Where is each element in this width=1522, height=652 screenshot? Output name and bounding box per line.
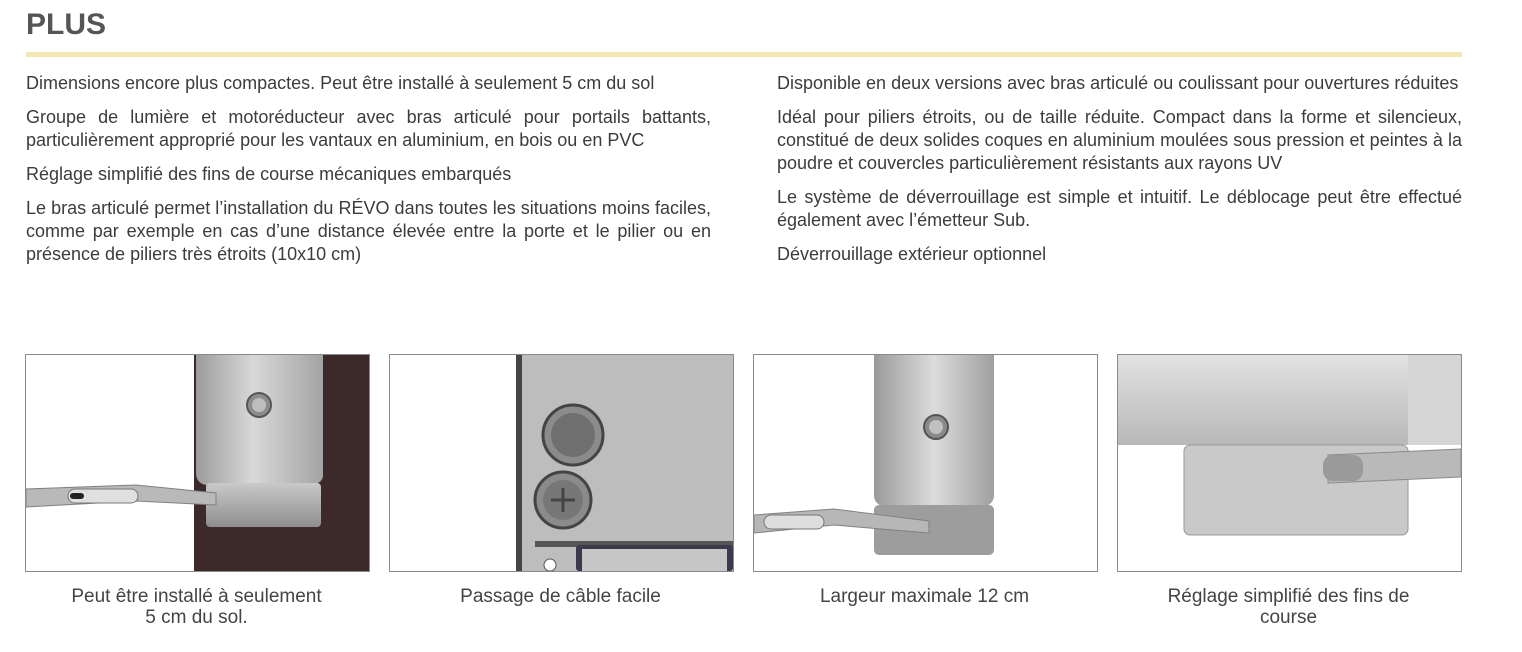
feature-text: Le bras articulé permet l’installation du RÉVO dans toutes les situations moins faciles, comme par exemple en cas d’une distance élevée entre la porte et le pilier ou en présence de piliers très étroits (10x10 cm) bbox=[26, 198, 711, 264]
feature-text: Réglage simplifié des fins de course mécaniques embarqués bbox=[26, 164, 512, 184]
feature-text: Dimensions encore plus compactes. Peut être installé à seulement 5 cm du sol bbox=[26, 73, 655, 93]
feature-text: Le système de déverrouillage est simple et intuitif. Le déblocage peut être effectué également avec l’émetteur Sub. bbox=[777, 187, 1462, 230]
product-photo-limit-switch bbox=[1117, 354, 1462, 572]
features-left-column bbox=[26, 72, 711, 277]
photo-caption-max-width bbox=[752, 586, 1097, 607]
product-photo-max-width bbox=[753, 354, 1098, 572]
feature-text: Groupe de lumière et motoréducteur avec bras articulé pour portails battants, particulièrement approprié pour les vantaux en aluminium, en bois ou en PVC bbox=[26, 107, 711, 150]
caption-line: Passage de câble facile bbox=[460, 586, 661, 607]
title-underline bbox=[26, 52, 1462, 57]
feature-text: Disponible en deux versions avec bras articulé ou coulissant pour ouvertures réduites bbox=[777, 73, 1459, 93]
page-title: PLUS bbox=[26, 8, 107, 41]
caption-line: course bbox=[1259, 607, 1318, 628]
caption-line: Réglage simplifié des fins de bbox=[1167, 586, 1410, 607]
product-photo-cable-passage bbox=[389, 354, 734, 572]
caption-line: Peut être installé à seulement bbox=[71, 586, 322, 607]
feature-text: Idéal pour piliers étroits, ou de taille réduite. Compact dans la forme et silencieux, constitué de deux solides coques en aluminium moulées sous pression et peintes à la poudre et couvercles particulièrement résistants aux rayons UV bbox=[777, 107, 1462, 173]
photo-caption-cable-passage bbox=[388, 586, 733, 607]
photo-caption-limit-switch bbox=[1116, 586, 1461, 628]
product-photo-ground-clearance bbox=[25, 354, 370, 572]
photo-caption-ground-clearance bbox=[24, 586, 369, 628]
feature-text: Déverrouillage extérieur optionnel bbox=[777, 244, 1047, 264]
caption-line: Largeur maximale 12 cm bbox=[819, 586, 1030, 607]
features-right-column bbox=[777, 72, 1462, 277]
caption-line: 5 cm du sol. bbox=[145, 607, 248, 628]
